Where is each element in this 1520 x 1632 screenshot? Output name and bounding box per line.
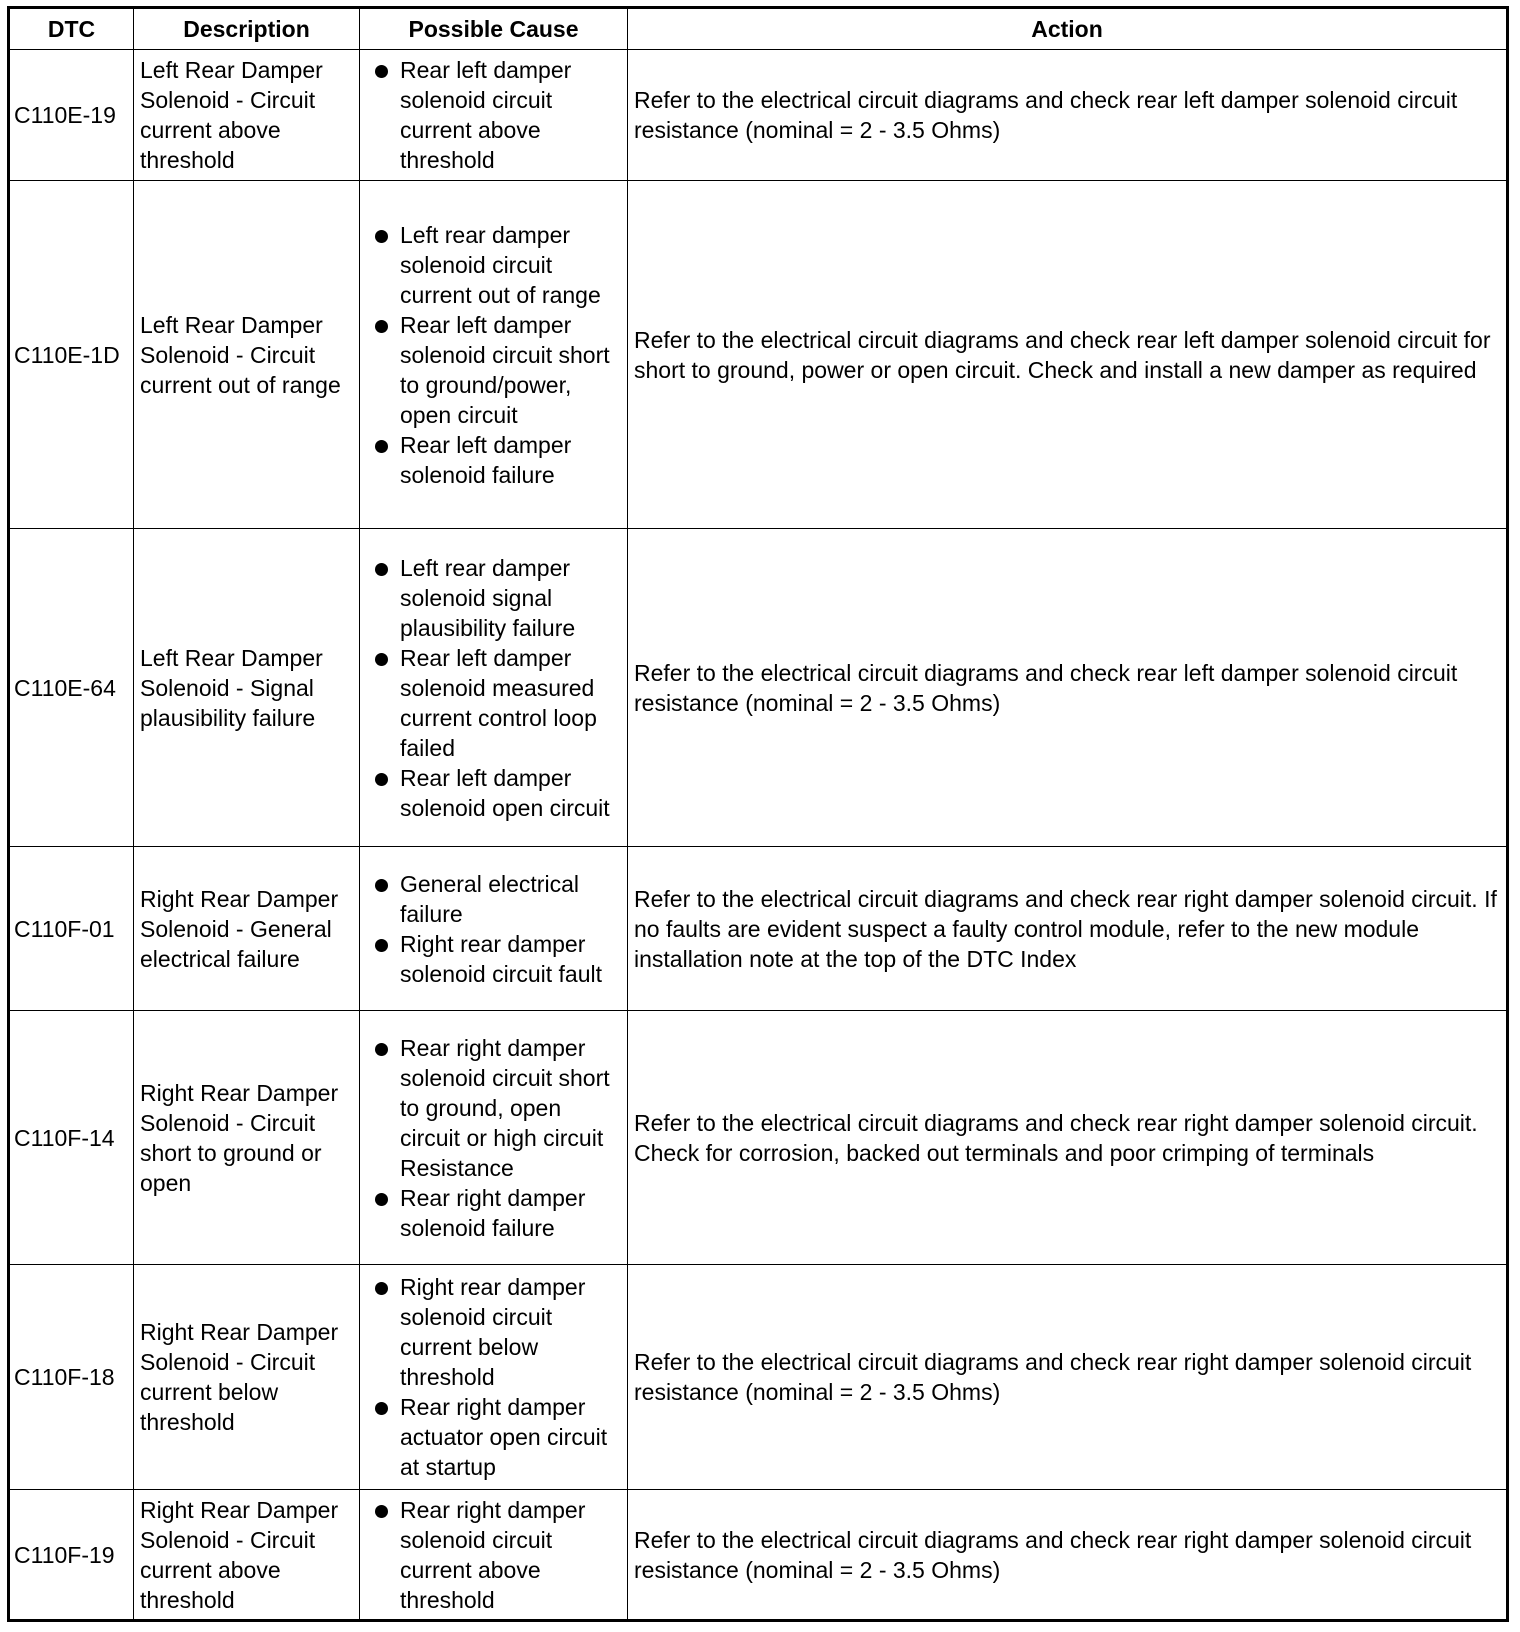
header-dtc: DTC (9, 8, 134, 50)
description-cell: Right Rear Damper Solenoid - General electrical failure (134, 847, 360, 1011)
table-row (9, 50, 1508, 181)
dtc-table (7, 6, 1509, 1622)
cause-list (366, 216, 621, 494)
cause-cell (360, 1011, 628, 1265)
cause-item: Rear left damper solenoid open circuit (366, 763, 621, 823)
cause-item: Rear right damper actuator open circuit at startup (366, 1392, 621, 1482)
cause-list (366, 549, 621, 827)
cause-cell (360, 50, 628, 181)
dtc-code: C110E-19 (9, 50, 134, 181)
table-row (9, 181, 1508, 529)
action-cell: Refer to the electrical circuit diagrams and check rear right damper solenoid circuit resistance (nominal = 2 - 3.5 Ohms) (628, 1265, 1508, 1490)
action-cell: Refer to the electrical circuit diagrams and check rear left damper solenoid circuit for short to ground, power or open circuit. Check and install a new damper as required (628, 181, 1508, 529)
cause-cell (360, 181, 628, 529)
description-cell: Right Rear Damper Solenoid - Circuit current above threshold (134, 1490, 360, 1621)
cause-list (366, 1491, 621, 1619)
cause-item: Right rear damper solenoid circuit fault (366, 929, 621, 989)
cause-item: Rear left damper solenoid circuit short to ground/power, open circuit (366, 310, 621, 430)
cause-item: Rear right damper solenoid circuit short to ground, open circuit or high circuit Resistance (366, 1033, 621, 1183)
action-cell: Refer to the electrical circuit diagrams and check rear right damper solenoid circuit resistance (nominal = 2 - 3.5 Ohms) (628, 1490, 1508, 1621)
header-possible-cause: Possible Cause (360, 8, 628, 50)
table-row (9, 1011, 1508, 1265)
cause-item: General electrical failure (366, 869, 621, 929)
cause-item: Rear left damper solenoid measured current control loop failed (366, 643, 621, 763)
dtc-code: C110F-18 (9, 1265, 134, 1490)
table-row (9, 1490, 1508, 1621)
cause-item: Rear left damper solenoid circuit current above threshold (366, 55, 621, 175)
dtc-code: C110F-01 (9, 847, 134, 1011)
action-cell: Refer to the electrical circuit diagrams and check rear right damper solenoid circuit. Check for corrosion, backed out terminals and poor crimping of terminals (628, 1011, 1508, 1265)
action-cell: Refer to the electrical circuit diagrams and check rear right damper solenoid circuit. If no faults are evident suspect a faulty control module, refer to the new module installation note at the top of the DTC Index (628, 847, 1508, 1011)
action-cell: Refer to the electrical circuit diagrams and check rear left damper solenoid circuit resistance (nominal = 2 - 3.5 Ohms) (628, 50, 1508, 181)
dtc-code: C110F-14 (9, 1011, 134, 1265)
cause-list (366, 865, 621, 993)
table-row (9, 1265, 1508, 1490)
description-cell: Right Rear Damper Solenoid - Circuit short to ground or open (134, 1011, 360, 1265)
cause-list (366, 1268, 621, 1486)
cause-list (366, 1029, 621, 1247)
cause-item: Right rear damper solenoid circuit current below threshold (366, 1272, 621, 1392)
dtc-code: C110F-19 (9, 1490, 134, 1621)
cause-item: Rear right damper solenoid failure (366, 1183, 621, 1243)
cause-item: Left rear damper solenoid circuit current out of range (366, 220, 621, 310)
dtc-code: C110E-64 (9, 529, 134, 847)
action-cell: Refer to the electrical circuit diagrams and check rear left damper solenoid circuit resistance (nominal = 2 - 3.5 Ohms) (628, 529, 1508, 847)
header-description: Description (134, 8, 360, 50)
dtc-code: C110E-1D (9, 181, 134, 529)
cause-item: Left rear damper solenoid signal plausibility failure (366, 553, 621, 643)
description-cell: Left Rear Damper Solenoid - Circuit current above threshold (134, 50, 360, 181)
cause-cell (360, 1265, 628, 1490)
description-cell: Left Rear Damper Solenoid - Circuit current out of range (134, 181, 360, 529)
cause-item: Rear right damper solenoid circuit current above threshold (366, 1495, 621, 1615)
cause-item: Rear left damper solenoid failure (366, 430, 621, 490)
table-row (9, 847, 1508, 1011)
cause-cell (360, 1490, 628, 1621)
header-action: Action (628, 8, 1508, 50)
cause-list (366, 51, 621, 179)
table-row (9, 529, 1508, 847)
description-cell: Right Rear Damper Solenoid - Circuit current below threshold (134, 1265, 360, 1490)
header-row (9, 8, 1508, 50)
cause-cell (360, 529, 628, 847)
cause-cell (360, 847, 628, 1011)
description-cell: Left Rear Damper Solenoid - Signal plausibility failure (134, 529, 360, 847)
